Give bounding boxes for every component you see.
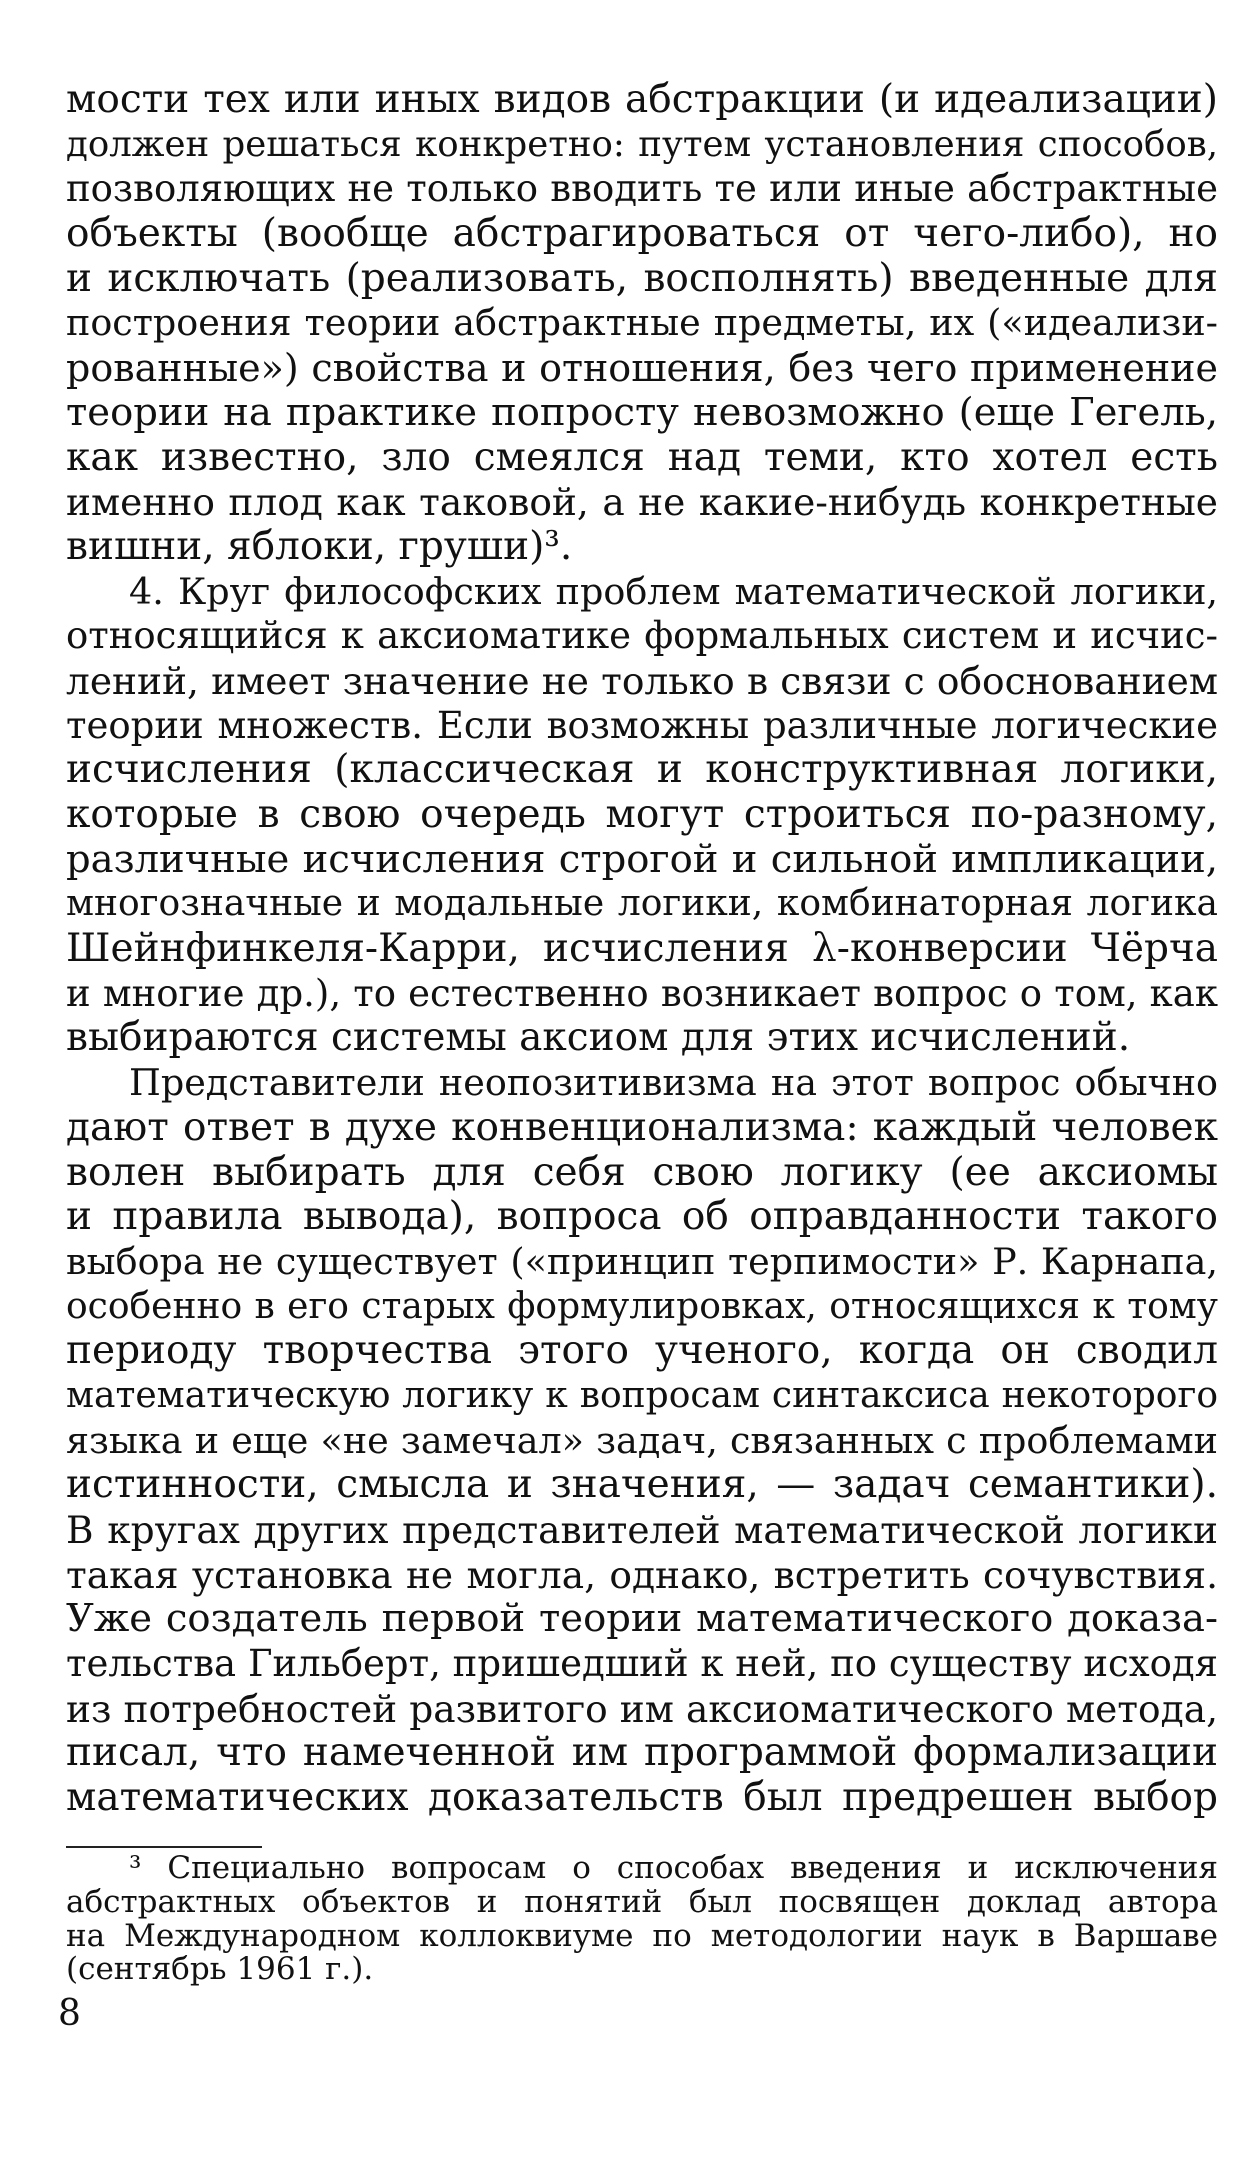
text-line: истинности, смысла и значения, — задач семантики). [66,1462,1218,1508]
text-line: писал, что намеченной им программой формализации [66,1730,1218,1776]
paragraph-start-line: Представители неопозитивизма на этот вопрос обычно [129,1061,1218,1105]
text-line: математических доказательств был предрешен выбор [66,1775,1218,1821]
text-line: и исключать (реализовать, восполнять) введенные для [66,255,1218,301]
text-line: должен решаться конкретно: путем установления способов, [66,123,1218,165]
text-line: такая установка не могла, однако, встретить сочувствия. [66,1552,1218,1597]
text-line: позволяющих не только вводить те или иные абстрактные [66,167,1218,211]
text-line: различные исчисления строгой и сильной импликации, [66,836,1218,882]
text-line: теории множеств. Если возможны различные логические [66,703,1218,747]
text-line: В кругах других представителей математической логики [66,1508,1218,1552]
text-line: которые в свою очередь могут строиться по-разному, [66,792,1218,837]
text-line: Уже создатель первой теории математического доказа- [66,1596,1218,1642]
text-line: лений, имеет значение не только в связи с обоснованием [66,658,1218,703]
text-line: рованные») свойства и отношения, без чего применение [66,346,1218,391]
paragraph-start-line: 4. Круг философских проблем математической логики, [129,569,1218,613]
text-line: как известно, зло смеялся над теми, кто хотел есть [66,434,1218,480]
text-line: тельства Гильберт, пришедший к ней, по существу исходя [66,1642,1218,1686]
text-line: и правила вывода), вопроса об оправданности такого [66,1194,1218,1240]
text-line: исчисления (классическая и конструктивная логики, [66,747,1218,793]
text-line: периоду творчества этого ученого, когда он сводил [66,1328,1218,1374]
text-line: Шейнфинкеля-Карри, исчисления λ-конверсии Чёрча [66,926,1218,972]
footnote-line: абстрактных объектов и понятий был посвящен доклад автора [66,1883,1218,1920]
text-line: теории на практике попросту невозможно (еще Гегель, [66,389,1218,435]
text-line: из потребностей развитого им аксиоматического метода, [66,1686,1218,1731]
main-text [66,78,1218,1821]
page-number: 8 [58,1993,81,2034]
text-line: объекты (вообще абстрагироваться от чего-либо), но [66,211,1218,257]
text-line: и многие др.), то естественно возникает вопрос о том, как [66,971,1218,1015]
text-line: именно плод как таковой, а не какие-нибудь конкретные [66,480,1218,525]
footnote [66,1852,1218,1987]
text-line: мости тех или иных видов абстракции (и идеализации) [66,77,1218,122]
text-line: выбора не существует («принцип терпимости» Р. Карнапа, [66,1239,1218,1283]
text-line: волен выбирать для себя свою логику (ее аксиомы [66,1149,1218,1195]
text-line: математическую логику к вопросам синтаксиса некоторого [66,1374,1218,1416]
footnote-line: (сентябрь 1961 г.). [66,1951,374,1988]
text-line: особенно в его старых формулировках, относящихся к тому [66,1285,1218,1327]
paragraph-end-line: вишни, яблоки, груши)³. [66,523,573,569]
paragraph-end-line: выбираются системы аксиом для этих исчислений. [66,1015,1131,1061]
text-line: дают ответ в духе конвенционализма: каждый человек [66,1104,1218,1150]
footnote-line: ³ Специально вопросам о способах введения и исключения [129,1850,1218,1886]
text-line: построения теории абстрактные предметы, их («идеализи- [66,301,1218,345]
footnote-line: на Международном коллоквиуме по методологии наук в Варшаве [66,1917,1218,1954]
text-line: относящийся к аксиоматике формальных систем и исчис- [66,614,1218,658]
text-line: языка и еще «не замечал» задач, связанных с проблемами [66,1418,1218,1462]
text-line: многозначные и модальные логики, комбинаторная логика [66,883,1218,925]
footnote-divider [66,1846,262,1848]
